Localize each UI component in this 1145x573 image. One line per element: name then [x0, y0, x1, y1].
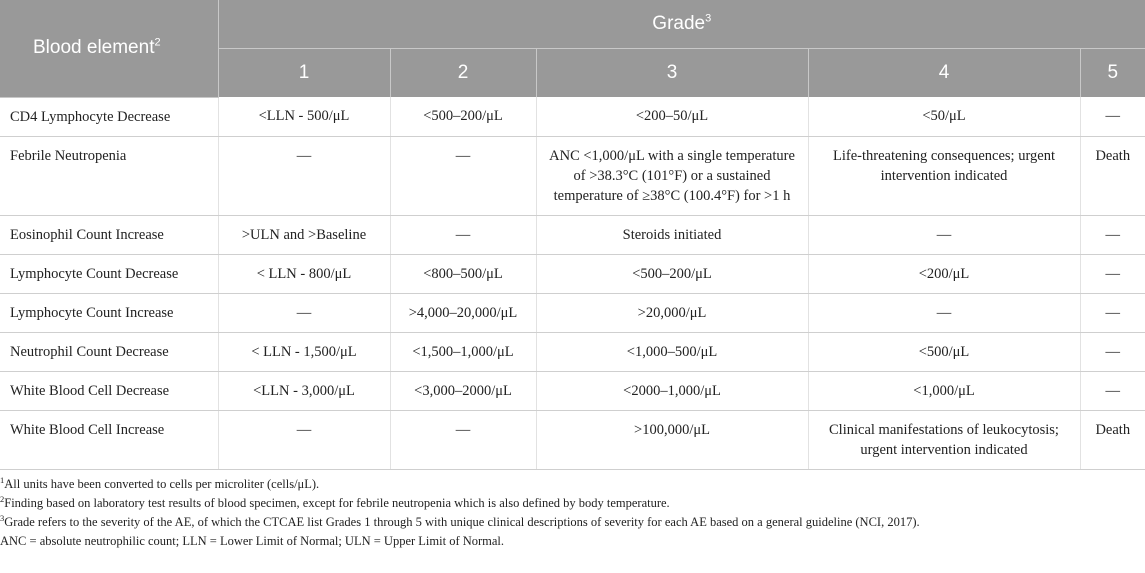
footnote	[0, 476, 1145, 492]
grade-5-cell: Death	[1080, 136, 1145, 215]
grade-2-cell: <500–200/μL	[390, 97, 536, 136]
grade-5-cell: —	[1080, 293, 1145, 332]
footnote-text: Grade refers to the severity of the AE, of which the CTCAE list Grades 1 through 5 with unique clinical descriptions of severity for each AE based on a general guideline (NCI, 2017).	[4, 514, 920, 529]
grade-2-header: 2	[390, 49, 536, 98]
grade-2-cell: —	[390, 136, 536, 215]
grade-1-cell: <LLN - 3,000/μL	[218, 371, 390, 410]
footnote-text: Finding based on laboratory test results of blood specimen, except for febrile neutropenia which is also defined by body temperature.	[4, 495, 670, 510]
table-row	[0, 371, 1145, 410]
grade-5-cell: —	[1080, 97, 1145, 136]
grade-3-cell: >100,000/μL	[536, 410, 808, 469]
row-name: Lymphocyte Count Increase	[0, 293, 218, 332]
table-row	[0, 254, 1145, 293]
grade-4-header: 4	[808, 49, 1080, 98]
grade-5-cell: —	[1080, 254, 1145, 293]
footnote-mark: 3	[0, 512, 5, 523]
grade-2-cell: <1,500–1,000/μL	[390, 332, 536, 371]
footnote-text: All units have been converted to cells per microliter (cells/μL).	[4, 476, 320, 491]
grade-2-cell: —	[390, 215, 536, 254]
footnote-mark: 1	[0, 474, 5, 485]
grade-3-cell: <200–50/μL	[536, 97, 808, 136]
grade-1-cell: <LLN - 500/μL	[218, 97, 390, 136]
footnote	[0, 533, 1145, 549]
grade-5-header: 5	[1080, 49, 1145, 98]
grade-label: Grade	[652, 13, 706, 34]
grade-1-cell: —	[218, 410, 390, 469]
row-name: Lymphocyte Count Decrease	[0, 254, 218, 293]
grade-4-cell: —	[808, 293, 1080, 332]
grade-2-cell: >4,000–20,000/μL	[390, 293, 536, 332]
row-name: White Blood Cell Increase	[0, 410, 218, 469]
grade-1-cell: —	[218, 293, 390, 332]
table-row	[0, 97, 1145, 136]
blood-element-label: Blood element	[33, 37, 155, 59]
row-name: Febrile Neutropenia	[0, 136, 218, 215]
grade-4-cell: <1,000/μL	[808, 371, 1080, 410]
table-row	[0, 215, 1145, 254]
grade-1-cell: >ULN and >Baseline	[218, 215, 390, 254]
footnote-mark: 2	[0, 493, 5, 504]
grade-4-cell: —	[808, 215, 1080, 254]
grade-4-cell: Clinical manifestations of leukocytosis; urgent intervention indicated	[808, 410, 1080, 469]
footnotes	[0, 470, 1145, 549]
grade-2-cell: <3,000–2000/μL	[390, 371, 536, 410]
grade-5-cell: Death	[1080, 410, 1145, 469]
grade-3-cell: Steroids initiated	[536, 215, 808, 254]
table-row	[0, 410, 1145, 469]
row-name: White Blood Cell Decrease	[0, 371, 218, 410]
blood-element-footnote-mark: 2	[154, 36, 161, 49]
footnote	[0, 495, 1145, 511]
grade-4-cell: <50/μL	[808, 97, 1080, 136]
grade-1-cell: < LLN - 1,500/μL	[218, 332, 390, 371]
grade-2-cell: <800–500/μL	[390, 254, 536, 293]
footnote	[0, 514, 1145, 530]
table-row	[0, 136, 1145, 215]
abbreviations-note: ANC = absolute neutrophilic count; LLN = Lower Limit of Normal; ULN = Upper Limit of Normal.	[0, 533, 505, 548]
grade-4-cell: <500/μL	[808, 332, 1080, 371]
grade-5-cell: —	[1080, 332, 1145, 371]
row-name: CD4 Lymphocyte Decrease	[0, 97, 218, 136]
grade-3-cell: ANC <1,000/μL with a single temperature of >38.3°C (101°F) or a sustained temperature of ≥38°C (100.4°F) for >1 h	[536, 136, 808, 215]
grade-header	[218, 0, 1145, 49]
table-row	[0, 293, 1145, 332]
table-row	[0, 332, 1145, 371]
grade-3-header: 3	[536, 49, 808, 98]
row-name: Neutrophil Count Decrease	[0, 332, 218, 371]
table-body	[0, 97, 1145, 469]
grade-3-cell: <500–200/μL	[536, 254, 808, 293]
table-header	[0, 0, 1145, 97]
grade-3-cell: >20,000/μL	[536, 293, 808, 332]
blood-element-header	[0, 0, 218, 97]
grade-3-cell: <1,000–500/μL	[536, 332, 808, 371]
grade-1-cell: < LLN - 800/μL	[218, 254, 390, 293]
grade-5-cell: —	[1080, 215, 1145, 254]
grade-4-cell: Life-threatening consequences; urgent intervention indicated	[808, 136, 1080, 215]
grade-5-cell: —	[1080, 371, 1145, 410]
grade-4-cell: <200/μL	[808, 254, 1080, 293]
grade-3-cell: <2000–1,000/μL	[536, 371, 808, 410]
grade-1-header: 1	[218, 49, 390, 98]
grade-footnote-mark: 3	[705, 12, 712, 25]
grade-1-cell: —	[218, 136, 390, 215]
row-name: Eosinophil Count Increase	[0, 215, 218, 254]
grade-2-cell: —	[390, 410, 536, 469]
